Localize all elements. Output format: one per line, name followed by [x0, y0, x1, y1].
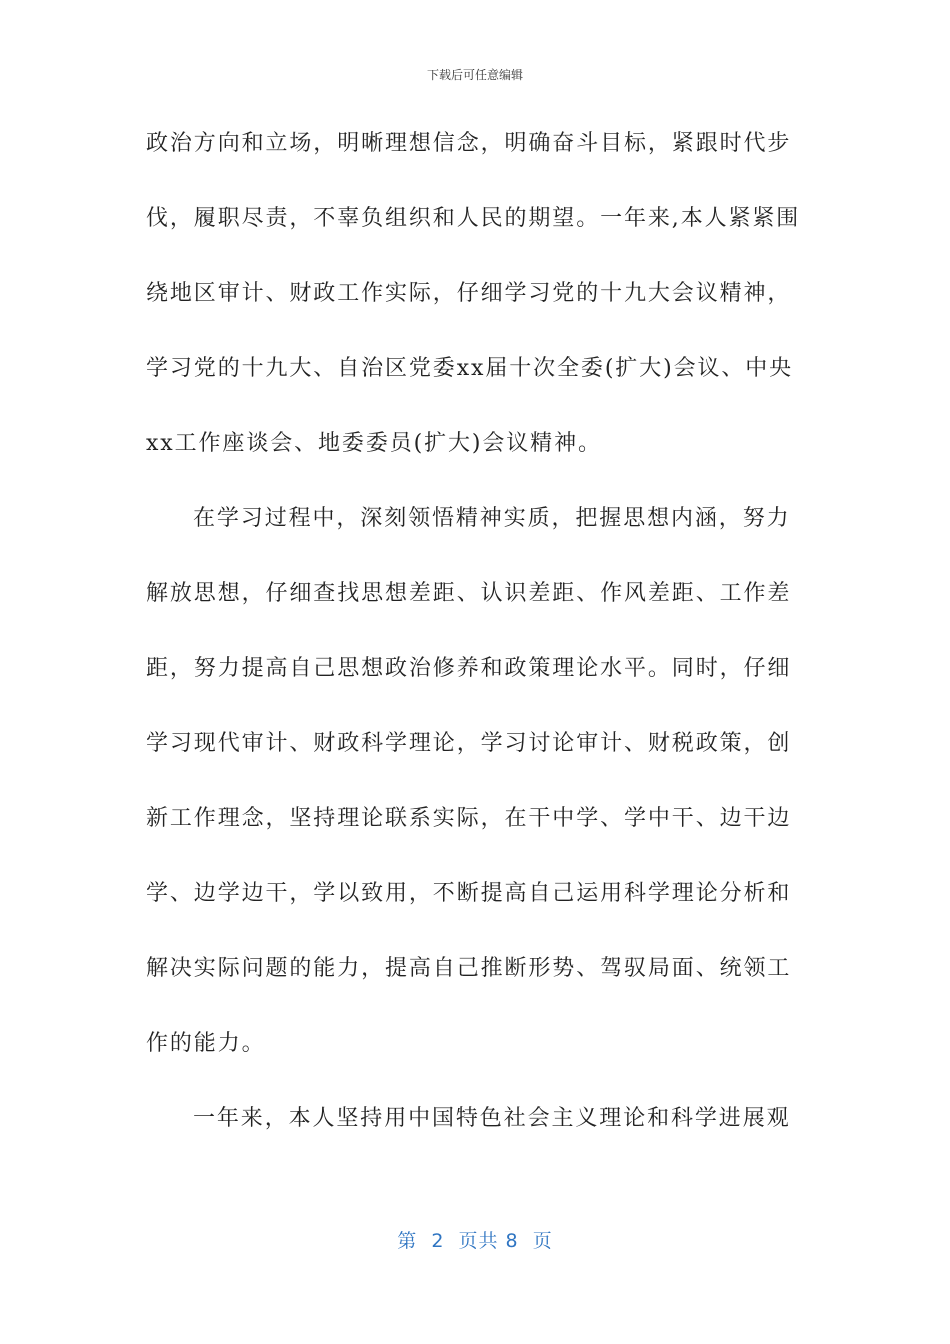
text-line: 学习党的十九大、自治区党委xx届十次全委(扩大)会议、中央	[146, 356, 794, 381]
document-body	[146, 124, 806, 1174]
text-line: 新工作理念，坚持理论联系实际，在干中学、学中干、边干边	[146, 806, 792, 831]
paragraph-start-line: 在学习过程中，深刻领悟精神实质，把握思想内涵，努力	[193, 506, 791, 531]
page-header: 下载后可任意编辑	[426, 68, 523, 82]
text-line: 伐，履职尽责，不辜负组织和人民的期望。一年来,本人紧紧围	[146, 206, 801, 231]
page-number-footer: 第 2 页共 8 页	[397, 1230, 553, 1252]
text-line: 解决实际问题的能力，提高自己推断形势、驾驭局面、统领工	[146, 956, 792, 981]
text-line: 距，努力提高自己思想政治修养和政策理论水平。同时，仔细	[146, 656, 792, 681]
text-line: 解放思想，仔细查找思想差距、认识差距、作风差距、工作差	[146, 581, 792, 606]
text-line: 作的能力。	[146, 1031, 266, 1056]
text-line: 学、边学边干，学以致用，不断提高自己运用科学理论分析和	[146, 881, 792, 906]
text-line: 绕地区审计、财政工作实际，仔细学习党的十九大会议精神，	[146, 281, 792, 306]
text-line: 政治方向和立场，明晰理想信念，明确奋斗目标，紧跟时代步	[146, 131, 792, 156]
paragraph-start-line: 一年来，本人坚持用中国特色社会主义理论和科学进展观	[193, 1106, 791, 1131]
text-line: 学习现代审计、财政科学理论，学习讨论审计、财税政策，创	[146, 731, 792, 756]
text-line: xx工作座谈会、地委委员(扩大)会议精神。	[146, 431, 602, 456]
